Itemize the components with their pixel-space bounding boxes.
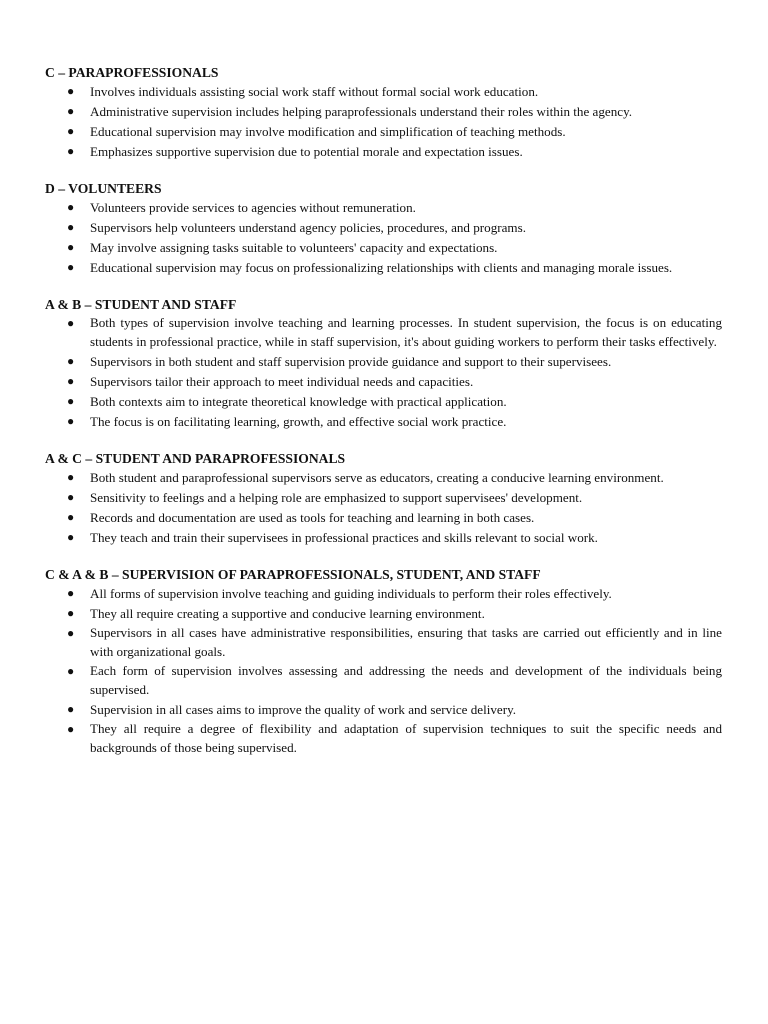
bullet-icon: ● [67,510,75,524]
list-item [45,412,722,431]
list-item-text: They all require a degree of flexibility and adaptation of supervision techniques to suit the specific needs and backgrounds of those being supervised. [90,721,722,755]
bullet-icon: ● [67,200,75,214]
list-item-text: Supervisors in all cases have administrative responsibilities, ensuring that tasks are carried out efficiently and in line with organizational goals. [90,625,722,659]
list-item [45,82,722,101]
list-item-text: Volunteers provide services to agencies without remuneration. [90,200,416,215]
bullet-icon: ● [67,606,75,620]
list-item [45,102,722,121]
bullet-list [45,314,722,431]
document-page [45,64,722,776]
list-item [45,218,722,237]
list-item-text: Emphasizes supportive supervision due to potential morale and expectation issues. [90,144,523,159]
bullet-icon: ● [67,394,75,408]
list-item [45,528,722,547]
section-volunteers [45,180,722,277]
list-item [45,468,722,487]
bullet-icon: ● [67,530,75,544]
list-item [45,700,722,719]
list-item-text: Educational supervision may focus on professionalizing relationships with clients and managing morale issues. [90,260,673,275]
bullet-icon: ● [67,586,75,600]
bullet-icon: ● [67,84,75,98]
list-item [45,142,722,161]
list-item-text: Records and documentation are used as tools for teaching and learning in both cases. [90,510,535,525]
section-heading: C & A & B – SUPERVISION OF PARAPROFESSIONALS, STUDENT, AND STAFF [45,567,541,582]
list-item [45,372,722,391]
bullet-icon: ● [67,722,75,736]
list-item-text: They teach and train their supervisees in professional practices and skills relevant to social work. [90,530,598,545]
list-item [45,258,722,277]
list-item-text: Supervision in all cases aims to improve the quality of work and service delivery. [90,702,517,717]
list-item [45,720,722,757]
list-item-text: They all require creating a supportive and conducive learning environment. [90,606,485,621]
section-heading: C – PARAPROFESSIONALS [45,65,219,80]
list-item [45,238,722,257]
list-item-text: Both types of supervision involve teaching and learning processes. In student supervision, the focus is on educating students in professional practice, while in staff supervision, it's about guiding workers to perform their tasks effectively. [90,315,722,349]
list-item [45,624,722,661]
list-item [45,488,722,507]
bullet-icon: ● [67,124,75,138]
section-all-supervision [45,566,722,757]
bullet-list [45,198,722,277]
bullet-list [45,82,722,161]
list-item [45,198,722,217]
list-item-text: Involves individuals assisting social work staff without formal social work education. [90,84,539,99]
list-item-text: Sensitivity to feelings and a helping role are emphasized to support supervisees' development. [90,490,583,505]
bullet-icon: ● [67,490,75,504]
list-item [45,508,722,527]
bullet-icon: ● [67,702,75,716]
bullet-list [45,468,722,547]
bullet-icon: ● [67,414,75,428]
list-item [45,662,722,699]
list-item-text: Both student and paraprofessional supervisors serve as educators, creating a conducive learning environment. [90,470,664,485]
bullet-icon: ● [67,626,75,640]
list-item-text: Supervisors tailor their approach to meet individual needs and capacities. [90,374,474,389]
list-item [45,122,722,141]
list-item [45,392,722,411]
list-item [45,314,722,351]
section-heading: A & C – STUDENT AND PARAPROFESSIONALS [45,451,346,466]
list-item-text: All forms of supervision involve teaching and guiding individuals to perform their roles effectively. [90,586,612,601]
bullet-icon: ● [67,104,75,118]
section-student-and-paraprofessionals [45,450,722,547]
bullet-icon: ● [67,260,75,274]
list-item-text: Supervisors in both student and staff supervision provide guidance and support to their supervisees. [90,354,612,369]
section-student-and-staff [45,296,722,431]
list-item-text: Educational supervision may involve modification and simplification of teaching methods. [90,124,566,139]
section-paraprofessionals [45,64,722,161]
list-item-text: The focus is on facilitating learning, growth, and effective social work practice. [90,414,507,429]
bullet-icon: ● [67,470,75,484]
section-heading: A & B – STUDENT AND STAFF [45,297,237,312]
list-item-text: Supervisors help volunteers understand agency policies, procedures, and programs. [90,220,526,235]
bullet-icon: ● [67,374,75,388]
bullet-icon: ● [67,240,75,254]
list-item [45,604,722,623]
list-item-text: Each form of supervision involves assessing and addressing the needs and development of the individuals being supervised. [90,663,722,697]
bullet-list [45,584,722,757]
bullet-icon: ● [67,354,75,368]
bullet-icon: ● [67,220,75,234]
bullet-icon: ● [67,144,75,158]
section-heading: D – VOLUNTEERS [45,181,162,196]
list-item [45,584,722,603]
bullet-icon: ● [67,316,75,330]
list-item-text: Administrative supervision includes helping paraprofessionals understand their roles within the agency. [90,104,633,119]
list-item [45,352,722,371]
list-item-text: Both contexts aim to integrate theoretical knowledge with practical application. [90,394,507,409]
bullet-icon: ● [67,664,75,678]
list-item-text: May involve assigning tasks suitable to volunteers' capacity and expectations. [90,240,498,255]
